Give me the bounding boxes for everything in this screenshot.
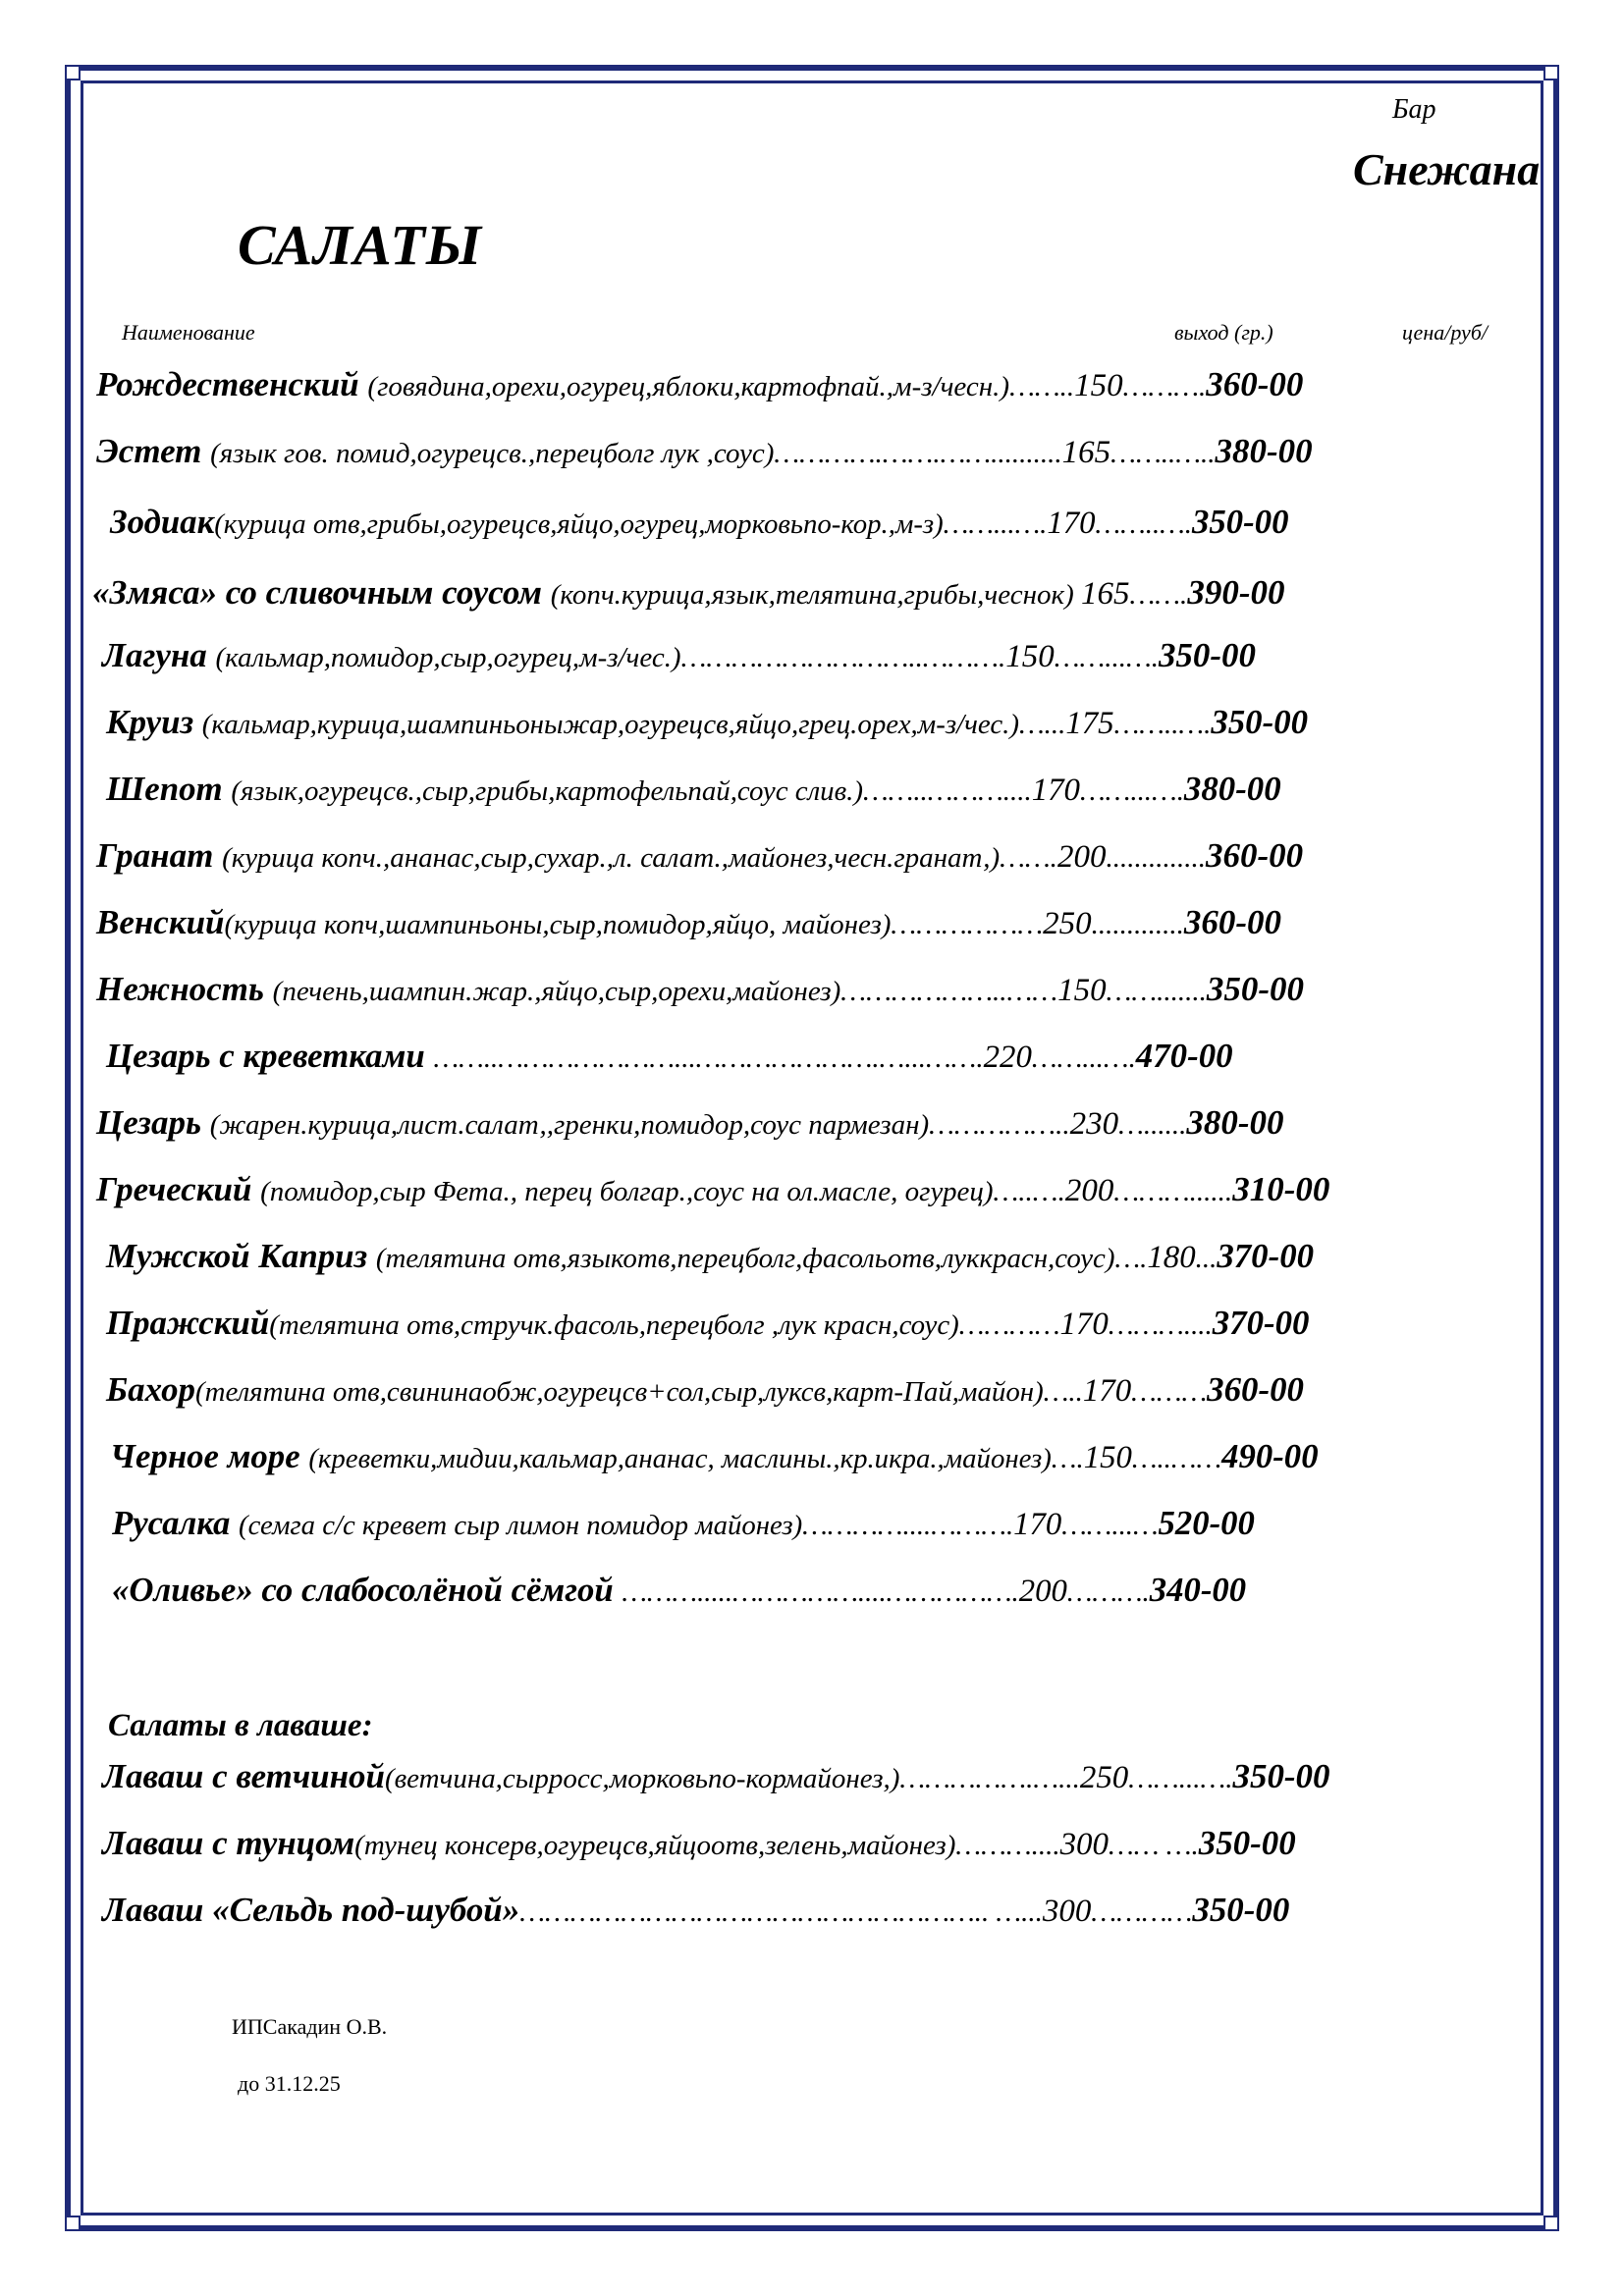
item-name: Гранат [96,836,223,875]
item-leader: .............. [1106,842,1206,874]
item-description: ……………………………………………….. …... [519,1896,1043,1928]
item-price: 350-00 [1198,1824,1296,1862]
item-description: ……….....……………....……………. [622,1576,1019,1608]
corner-ornament [1543,2216,1559,2231]
item-leader: ……..….. [1110,438,1216,469]
item-price: 360-00 [1205,836,1304,875]
item-name: Лаваш «Сельдь под-шубой» [102,1891,520,1929]
item-leader: …...... [1118,1109,1187,1141]
menu-row [106,1037,1534,1078]
item-description: (кальмар,помидор,сыр,огурец,м-з/чес.)………………………..………. [215,642,1006,673]
item-leader: ……….... [1108,1309,1213,1341]
item-name: Венский [96,903,225,941]
item-description: (телятина отв,свининаобж,огурецсв+сол,сыр,луксв,карт-Пай,майон)….. [195,1376,1083,1408]
item-description: (телятина отв,языкотв,перецболг,фасольотв,луккрасн,соус)…. [375,1243,1148,1274]
item-yield: 170 [1031,773,1080,808]
item-name: Рождественский [96,365,368,403]
item-leader: ……...…. [1079,775,1184,807]
column-header-name: Наименование [122,320,255,345]
item-name: Шепот [106,770,232,808]
item-description: (тунец консерв,огурецсв,яйцоотв,зелень,майонез)……….... [354,1830,1060,1861]
menu-row [106,770,1534,811]
item-description: (ветчина,сырросс,морковьпо-кормайонез,)…………….…... [384,1763,1080,1794]
item-yield: 300 [1059,1827,1110,1862]
menu-row [96,1170,1530,1211]
item-price: 370-00 [1217,1237,1315,1275]
corner-ornament [1543,65,1559,80]
item-leader: ………. [1122,371,1207,402]
item-description: (курица копч.,ананас,сыр,сухар.,л. салат.,майонез,чесн.гранат,)……. [222,842,1057,874]
item-yield: 170 [1047,506,1096,541]
item-yield: 150 [1057,973,1107,1008]
item-price: 520-00 [1158,1504,1255,1542]
item-yield: 300 [1042,1894,1092,1929]
item-price: 380-00 [1186,1103,1284,1142]
menu-row [106,1304,1534,1345]
item-leader: ……...…. [1128,1763,1233,1794]
menu-row [106,1237,1534,1278]
item-leader: ………...... [1113,1176,1233,1207]
menu-row [110,1437,1534,1478]
item-yield: 250 [1079,1760,1129,1795]
item-description: ……..…………………...………………….…...……. [433,1042,984,1074]
item-price: 310-00 [1232,1170,1330,1208]
item-yield: 180 [1147,1240,1196,1275]
item-leader: ……...…. [1054,642,1159,673]
item-yield: 170 [1082,1373,1132,1409]
item-price: 380-00 [1183,770,1281,808]
item-price: 370-00 [1212,1304,1310,1342]
item-name: Лаваш с тунцом [102,1824,355,1862]
footer-valid-until: до 31.12.25 [238,2071,341,2096]
menu-row [92,573,1526,614]
item-description: (помидор,сыр Фета., перец болгар.,соус на ол.масле, огурец)…..…. [260,1176,1065,1207]
item-description: (кальмар,курица,шампиньоныжар,огурецсв,яйцо,грец.орех,м-з/чес.)…... [201,709,1066,740]
item-leader: ……...… [1061,1510,1159,1541]
item-price: 360-00 [1206,365,1304,403]
item-yield: 170 [1013,1507,1062,1542]
item-name: Круиз [106,703,202,741]
item-yield: 150 [1074,368,1123,403]
item-leader: ... [1195,1243,1218,1274]
item-description: (семга с/с кревет сыр лимон помидор майонез)…………....………. [239,1510,1014,1541]
column-header-yield: выход (гр.) [1174,320,1273,345]
menu-row [96,1103,1530,1145]
item-yield: 200 [1018,1574,1067,1609]
item-name: Зодиак [110,503,215,541]
menu-row [102,1757,1534,1798]
item-description: (курица отв,грибы,огурецсв,яйцо,огурец,морковьпо-кор.,м-з)……...…. [214,508,1048,540]
menu-row [96,365,1530,406]
item-yield: 200 [1064,1173,1114,1208]
item-name: Лаваш с ветчиной [102,1757,385,1795]
item-name: Пражский [106,1304,270,1342]
item-description: (креветки,мидии,кальмар,ананас, маслины.,кр.икра.,майонез)…. [308,1443,1084,1474]
item-yield: 220 [983,1040,1032,1075]
item-price: 350-00 [1192,1891,1290,1929]
item-yield: 170 [1059,1307,1109,1342]
item-price: 350-00 [1211,703,1309,741]
item-description: (язык гов. помид,огурецсв.,перецболг лук ,соус)………….…….…….......... [210,438,1062,469]
menu-row [102,1891,1534,1932]
menu-row [102,1824,1534,1865]
menu-row [106,703,1534,744]
item-description: (говядина,орехи,огурец,яблоки,картофпай.,м-з/чесн.)…….. [367,371,1075,402]
item-name: Мужской Каприз [106,1237,376,1275]
item-name: Лагуна [102,636,216,674]
item-name: Бахор [106,1370,196,1409]
item-price: 360-00 [1183,903,1282,941]
page-title: САЛАТЫ [238,213,483,277]
bar-name: Снежана [1353,144,1541,194]
item-leader: ………… [1091,1896,1193,1928]
menu-row [112,1571,1534,1612]
menu-row [106,1370,1534,1412]
item-price: 360-00 [1207,1370,1304,1409]
menu-row [96,903,1530,944]
item-leader: ………. [1066,1576,1150,1608]
bar-label: Бар [1392,94,1436,125]
corner-ornament [65,2216,81,2231]
item-leader: ……. [1129,579,1188,611]
item-description: (печень,шампин.жар.,яйцо,сыр,орехи,майонез)………………..…… [272,976,1058,1007]
column-header-price: цена/руб/ [1402,320,1488,345]
footer-owner: ИПСакадин О.В. [232,2014,388,2039]
item-yield: 150 [1005,639,1055,674]
item-name: Греческий [96,1170,261,1208]
item-price: 350-00 [1232,1757,1330,1795]
menu-row [96,432,1530,473]
item-name: Черное море [110,1437,309,1475]
item-yield: 150 [1083,1440,1132,1475]
item-price: 350-00 [1191,503,1289,541]
item-price: 350-00 [1206,970,1305,1008]
item-leader: …..…… [1131,1443,1222,1474]
item-price: 470-00 [1135,1037,1233,1075]
item-price: 390-00 [1187,573,1285,612]
item-yield: 200 [1056,839,1107,875]
menu-row [102,636,1534,677]
item-description: (жарен.курица,лист.салат,,гренки,помидор,соус пармезан)…………….. [209,1109,1070,1141]
item-description: (телятина отв,стручк.фасоль,перецболг ,лук красн,соус)………… [269,1309,1060,1341]
menu-row [112,1504,1534,1545]
item-leader: ……....... [1106,976,1207,1007]
item-yield: 230 [1069,1106,1119,1142]
item-name: Эстет [96,432,211,470]
item-description: (копч.курица,язык,телятина,грибы,чеснок) [550,579,1081,611]
item-price: 490-00 [1221,1437,1319,1475]
item-yield: 165 [1061,435,1111,470]
item-price: 350-00 [1158,636,1256,674]
item-name: Нежность [96,970,273,1008]
item-yield: 250 [1043,906,1092,941]
menu-row [96,970,1530,1011]
item-name: «Змяса» со сливочным соусом [92,573,551,612]
item-price: 380-00 [1215,432,1313,470]
item-description: (курица копч,шампиньоны,сыр,помидор,яйцо, майонез)……………… [224,909,1044,940]
item-name: «Оливье» со слабосолёной сёмгой [112,1571,623,1609]
item-leader: ……..…. [1095,508,1192,540]
section-title-lavash: Салаты в лаваше: [108,1708,373,1743]
item-yield: 165 [1080,576,1130,612]
item-leader: …… …. [1109,1830,1199,1861]
item-yield: 175 [1065,706,1114,741]
item-description: (язык,огурецсв.,сыр,грибы,картофельпай,соус слив.)……..……….... [231,775,1032,807]
item-price: 340-00 [1149,1571,1247,1609]
item-leader: ……… [1131,1376,1208,1408]
item-leader: ……...…. [1031,1042,1136,1074]
item-name: Цезарь с креветками [106,1037,434,1075]
item-name: Русалка [112,1504,240,1542]
corner-ornament [65,65,81,80]
menu-row [96,836,1530,878]
menu-row [110,503,1534,544]
item-leader: ……..…. [1113,709,1212,740]
item-leader: ............. [1091,909,1184,940]
item-name: Цезарь [96,1103,210,1142]
